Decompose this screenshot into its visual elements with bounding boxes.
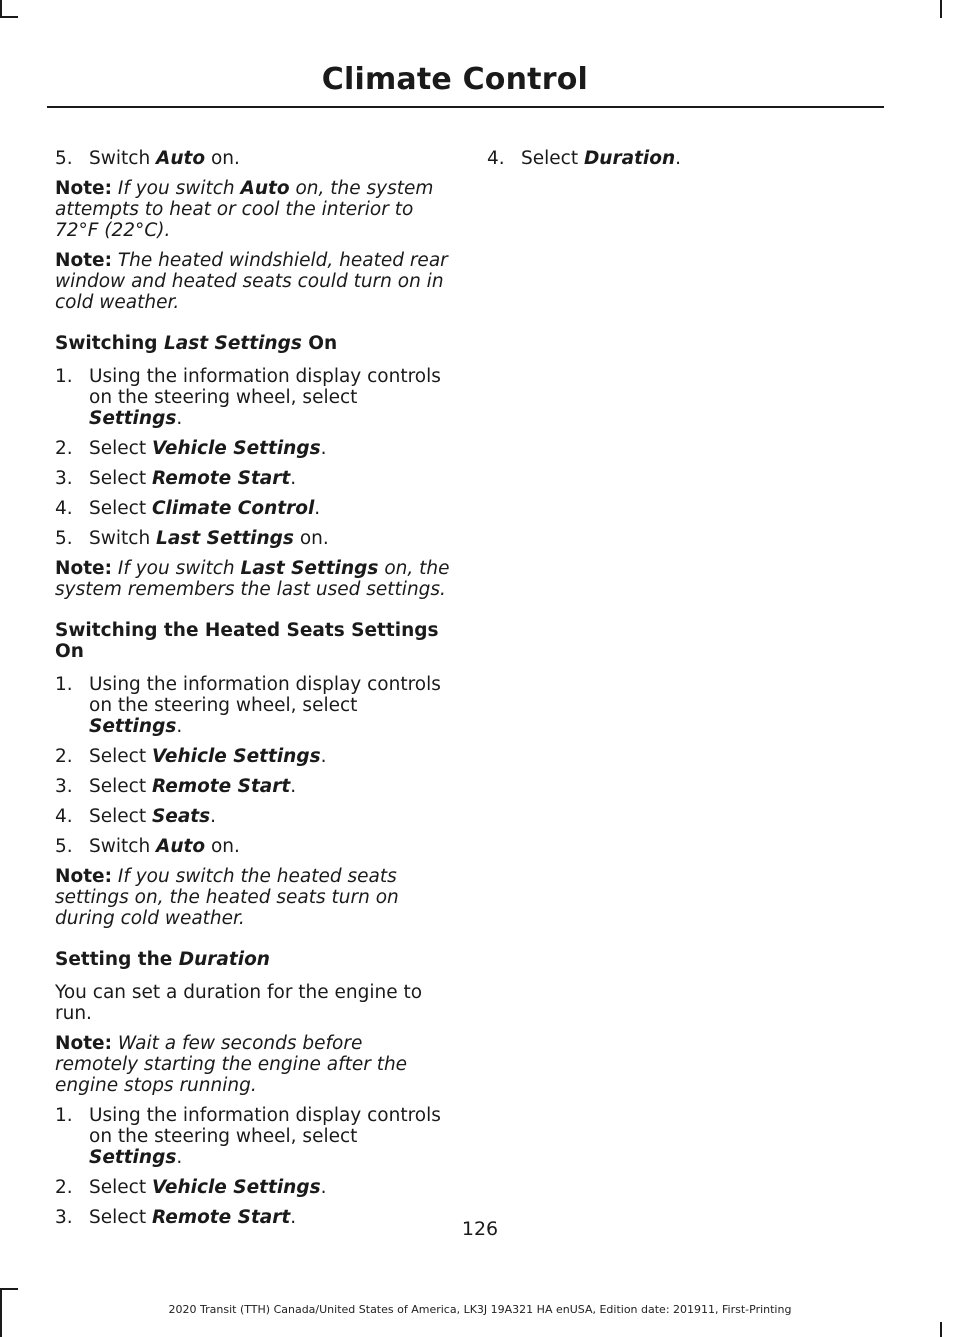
list-item: 4. Select Climate Control. [55, 498, 321, 519]
header-rule [47, 106, 884, 108]
note: Note: Wait a few seconds before remotely starting the engine after the engine stops running. [55, 1033, 408, 1096]
list-number: 5. [55, 148, 73, 169]
note-label: Note: [55, 1033, 112, 1054]
paragraph: You can set a duration for the engine to run. [55, 982, 423, 1024]
list-item: 3. Select Remote Start. [55, 1207, 297, 1228]
note-label: Note: [55, 250, 112, 271]
note: Note: If you switch Last Settings on, the system remembers the last used settings. [55, 558, 450, 600]
steps-list-duration [55, 1105, 450, 1228]
note-label: Note: [55, 558, 112, 579]
steps-list-last-settings [55, 366, 450, 549]
crop-mark-bottom-right [940, 1322, 942, 1337]
section-heading: Switching the Heated Seats Settings On [55, 620, 439, 662]
crop-mark-top-right [940, 0, 942, 18]
section-heading: Switching Last Settings On [55, 333, 338, 354]
list-item: 1. Using the information display controls on the steering wheel, select Settings. [55, 366, 441, 429]
page-title: Climate Control [321, 62, 588, 97]
crop-mark-bottom-left-h [0, 1288, 18, 1290]
note: Note: The heated windshield, heated rear window and heated seats could turn on in cold weather. [55, 250, 448, 313]
list-item: 5. Switch Last Settings on. [55, 528, 329, 549]
list-item: 3. Select Remote Start. [55, 776, 297, 797]
list-item: 5. Switch Auto on. [55, 836, 240, 857]
section-heading: Setting the Duration [55, 949, 270, 970]
list-item: 4. Select Seats. [55, 806, 217, 827]
list-item: 2. Select Vehicle Settings. [55, 1177, 327, 1198]
left-column [55, 148, 450, 1237]
list-item: 2. Select Vehicle Settings. [55, 746, 327, 767]
list-item: 1. Using the information display controls on the steering wheel, select Settings. [55, 1105, 441, 1168]
list-item: 1. Using the information display controls on the steering wheel, select Settings. [55, 674, 441, 737]
crop-mark-top-left-h [0, 16, 18, 18]
note: Note: If you switch the heated seats settings on, the heated seats turn on during cold weather. [55, 866, 399, 929]
list-item: 3. Select Remote Start. [55, 468, 297, 489]
list-item: 2. Select Vehicle Settings. [55, 438, 327, 459]
menu-term: Auto [156, 148, 206, 169]
list-item: 4. Select Duration. [487, 148, 682, 169]
note-label: Note: [55, 866, 112, 887]
list-item: 5. Switch Auto on. [55, 148, 240, 169]
right-column [487, 148, 887, 178]
page-number: 126 [461, 1218, 499, 1240]
steps-list-heated-seats [55, 674, 450, 857]
footer-edition-info: 2020 Transit (TTH) Canada/United States of America, LK3J 19A321 HA enUSA, Edition date: 201911, First-Printing [168, 1303, 792, 1316]
note: Note: If you switch Auto on, the system attempts to heat or cool the interior to 72°F (22°C). [55, 178, 434, 241]
note-label: Note: [55, 178, 112, 199]
